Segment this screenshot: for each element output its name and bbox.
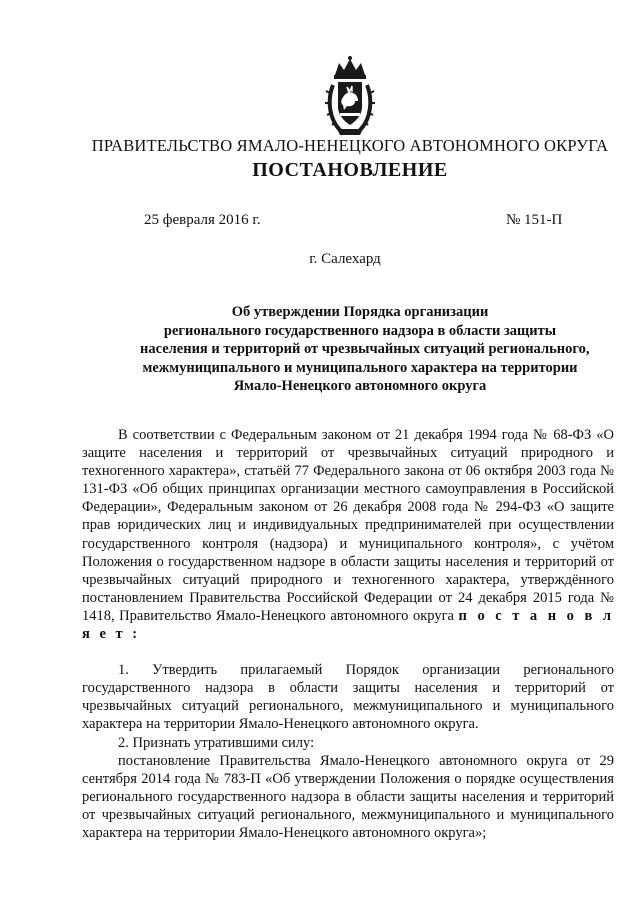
title-line: Об утверждении Порядка организации — [231, 304, 489, 320]
government-name: ПРАВИТЕЛЬСТВО ЯМАЛО-НЕНЕЦКОГО АВТОНОМНОГО ОКРУГА — [91, 136, 609, 155]
resolves-word: п о с т а н о в л я е т : — [82, 607, 614, 643]
title-line: населения и территорий от чрезвычайных ситуаций регионального, — [140, 341, 590, 357]
document-city: г. Салехард — [309, 251, 381, 267]
document-date: 25 февраля 2016 г. — [144, 212, 261, 228]
document-title — [140, 303, 590, 396]
title-line: межмуниципального и муниципального характера на территории — [142, 359, 578, 376]
title-line: Ямало-Ненецкого автономного округа — [233, 378, 487, 394]
item-2-subitem: постановление Правительства Ямало-Ненецкого автономного округа от 29 сентября 2014 года № 783-П «Об утверждении Положения о порядке осуществления регионального государственного надзора в области защиты населения и территорий от чрезвычайных ситуаций регионального, межмуниципального и муниципального характера на территории Ямало-Ненецкого автономного округа»; — [82, 752, 614, 841]
item-2: 2. Признать утратившими силу: — [118, 734, 315, 751]
item-1: 1. Утвердить прилагаемый Порядок организации регионального государственного надзора в области защиты населения и территорий от чрезвычайных ситуаций регионального, межмуниципального и муниципального характера на территории Ямало-Ненецкого автономного округа. — [82, 662, 614, 733]
document-number: № 151-П — [506, 212, 563, 228]
document-body — [82, 426, 614, 842]
coat-of-arms-icon — [325, 55, 375, 139]
preamble-text: В соответствии с Федеральным законом от 21 декабря 1994 года № 68-ФЗ «О защите населения и территорий от чрезвычайных ситуаций природного и техногенного характера», статьёй 77 Федерального закона от 06 октября 2003 года № 131-ФЗ «Об общих принципах организации местного самоуправления в Российской Федерации», Федеральным законом от 26 декабря 2008 года № 294-ФЗ «О защите прав юридических лиц и индивидуальных предпринимателей при осуществлении государственного контроля (надзора) и муниципального контроля», с учётом Положения о государственном надзоре в области защиты населения и территорий от чрезвычайных ситуаций природного и техногенного характера, утверждённого постановлением Правительства Российской Федерации от 24 декабря 2015 года № 1418, Правительство Ямало-Ненецкого автономного округа — [82, 427, 614, 624]
title-line: регионального государственного надзора в области защиты — [163, 322, 557, 339]
preamble-paragraph — [82, 426, 614, 643]
document-type: ПОСТАНОВЛЕНИЕ — [252, 159, 448, 181]
